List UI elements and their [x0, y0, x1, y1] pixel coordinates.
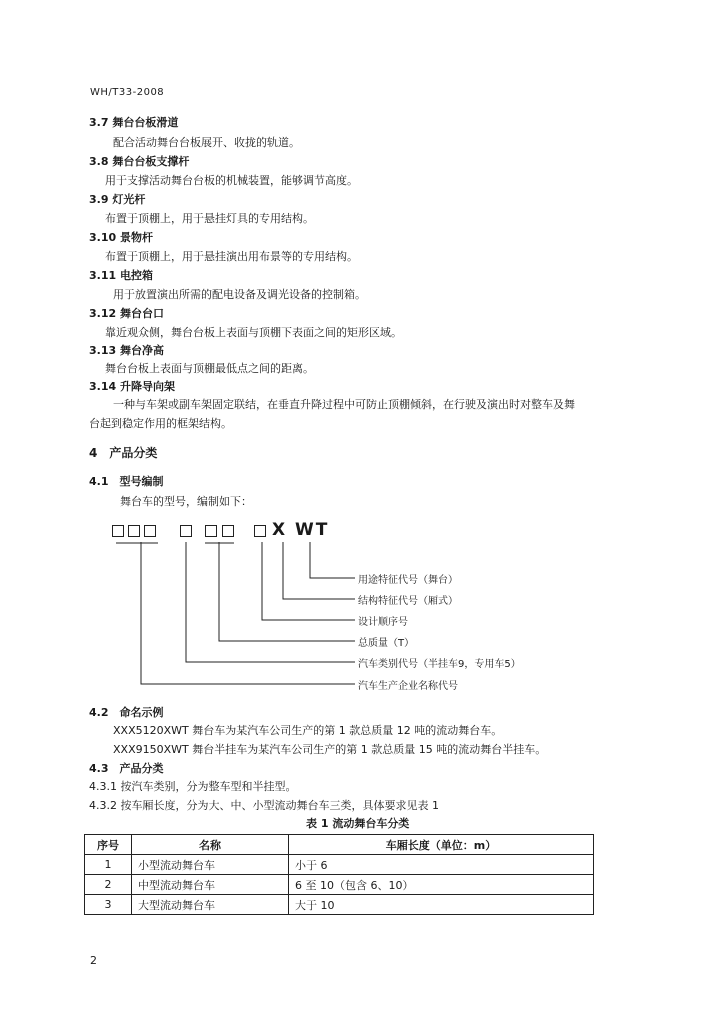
- item-3-10-title: 3.10 景物杆: [89, 231, 153, 244]
- table-1-caption: 表 1 流动舞台车分类: [306, 817, 410, 830]
- cell-name: 小型流动舞台车: [132, 855, 289, 875]
- section-4-3-1: 4.3.1 按汽车类别，分为整车型和半挂型。: [89, 780, 297, 793]
- header-seq: 序号: [85, 835, 132, 855]
- item-3-12-title: 3.12 舞台台口: [89, 307, 164, 320]
- section-4-3-2: 4.3.2 按车厢长度，分为大、中、小型流动舞台车三类，具体要求见表 1: [89, 799, 439, 812]
- header-name: 名称: [132, 835, 289, 855]
- item-3-7-title: 3.7 舞台台板滑道: [89, 116, 179, 129]
- legend-structure: 结构特征代号（厢式）: [358, 596, 458, 607]
- item-3-11-title: 3.11 电控箱: [89, 269, 153, 282]
- item-3-10-body: 布置于顶棚上，用于悬挂演出用布景等的专用结构。: [105, 250, 358, 263]
- legend-vehicle-class: 汽车类别代号（半挂车9，专用车5）: [358, 659, 521, 670]
- cell-seq: 1: [85, 855, 132, 875]
- table-row: [85, 875, 594, 895]
- section-4-3-title: 4.3 产品分类: [89, 762, 164, 775]
- table-row: [85, 895, 594, 915]
- section-4-title: 4 产品分类: [89, 446, 158, 460]
- header-length: 车厢长度（单位：m）: [289, 835, 594, 855]
- legend-manufacturer: 汽车生产企业名称代号: [358, 681, 458, 692]
- naming-example-2: XXX9150XWT 舞台半挂车为某汽车公司生产的第 1 款总质量 15 吨的流动舞台半挂车。: [113, 743, 547, 756]
- item-3-8-title: 3.8 舞台台板支撑杆: [89, 155, 190, 168]
- cell-name: 大型流动舞台车: [132, 895, 289, 915]
- table-header-row: [85, 835, 594, 855]
- cell-length: 小于 6: [289, 855, 594, 875]
- cell-seq: 3: [85, 895, 132, 915]
- item-3-7-body: 配合活动舞台台板展开、收拢的轨道。: [113, 136, 300, 149]
- item-3-13-title: 3.13 舞台净高: [89, 344, 164, 357]
- item-3-8-body: 用于支撑活动舞台台板的机械装置，能够调节高度。: [105, 174, 358, 187]
- cell-length: 大于 10: [289, 895, 594, 915]
- item-3-14-title: 3.14 升降导向架: [89, 380, 175, 393]
- cell-name: 中型流动舞台车: [132, 875, 289, 895]
- cell-length: 6 至 10（包含 6、10）: [289, 875, 594, 895]
- legend-total-mass: 总质量（T）: [358, 638, 415, 649]
- table-1: [84, 834, 594, 915]
- item-3-13-body: 舞台台板上表面与顶棚最低点之间的距离。: [105, 362, 314, 375]
- item-3-14-body-line2: 台起到稳定作用的框架结构。: [89, 417, 232, 430]
- naming-example-1: XXX5120XWT 舞台车为某汽车公司生产的第 1 款总质量 12 吨的流动舞台车。: [113, 724, 503, 737]
- item-3-9-body: 布置于顶棚上，用于悬挂灯具的专用结构。: [105, 212, 314, 225]
- item-3-14-body-line1: 一种与车架或副车架固定联结，在垂直升降过程中可防止顶棚倾斜，在行驶及演出时对整车及舞: [113, 398, 575, 411]
- section-4-2-title: 4.2 命名示例: [89, 706, 164, 719]
- item-3-11-body: 用于放置演出所需的配电设备及调光设备的控制箱。: [113, 288, 366, 301]
- cell-seq: 2: [85, 875, 132, 895]
- item-3-9-title: 3.9 灯光杆: [89, 193, 146, 206]
- page-number: 2: [90, 954, 97, 967]
- section-4-1-intro: 舞台车的型号，编制如下：: [120, 495, 252, 508]
- standard-number: WH/T33-2008: [90, 87, 165, 98]
- legend-design-seq: 设计顺序号: [358, 617, 408, 628]
- table-row: [85, 855, 594, 875]
- legend-purpose: 用途特征代号（舞台）: [358, 575, 458, 586]
- section-4-1-title: 4.1 型号编制: [89, 475, 164, 488]
- model-code-suffix: X WT: [272, 520, 330, 540]
- item-3-12-body: 靠近观众侧，舞台台板上表面与顶棚下表面之间的矩形区域。: [105, 326, 402, 339]
